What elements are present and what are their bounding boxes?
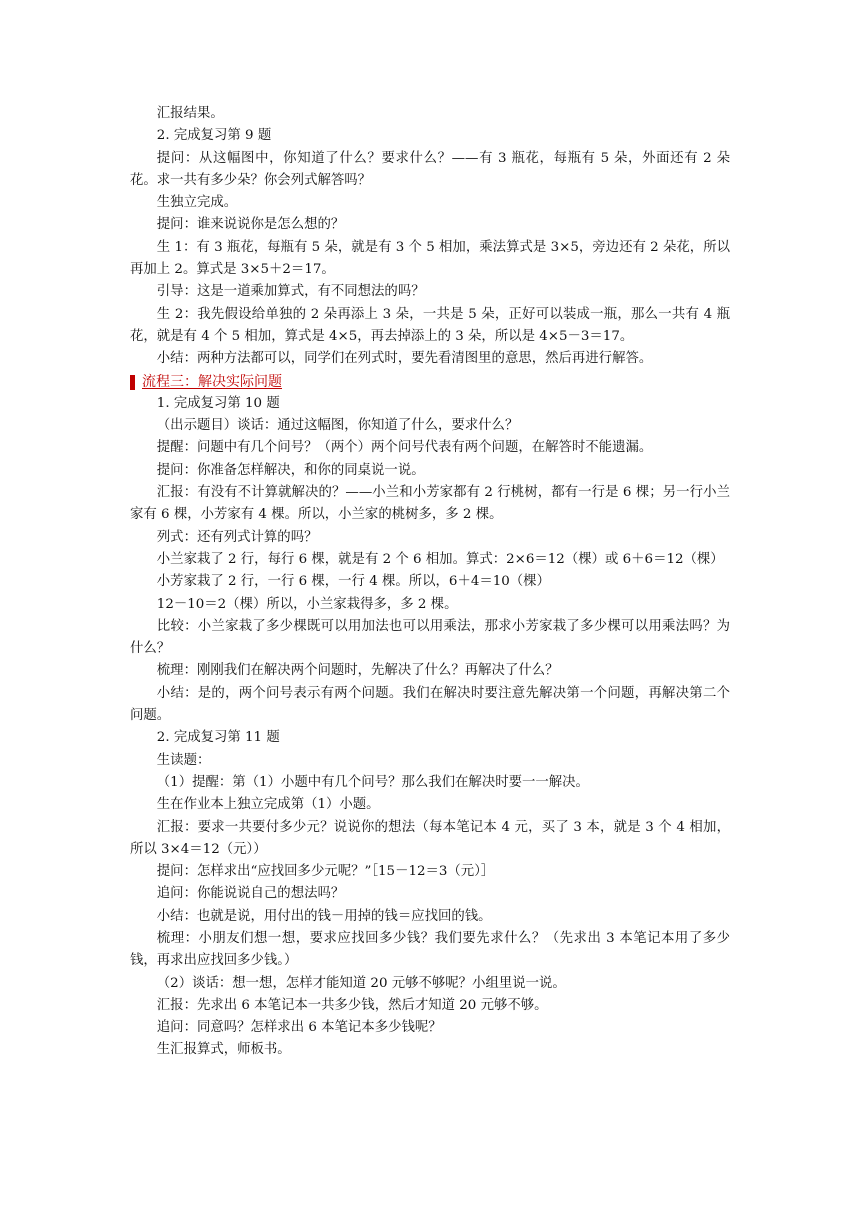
paragraph: 小结：是的，两个问号表示有两个问题。我们在解决时要注意先解决第一个问题，再解决第二个问题。 [130, 685, 730, 724]
paragraph: 1. 完成复习第 10 题 [156, 395, 280, 411]
paragraph: 提问：怎样求出“应找回多少元呢？”［15－12＝3（元）］ [156, 864, 495, 880]
paragraph: （出示题目）谈话：通过这幅图，你知道了什么，要求什么？ [156, 418, 519, 434]
paragraph: 比较：小兰家栽了多少棵既可以用加法也可以用乘法，那求小芳家栽了多少棵可以用乘法吗？为什么？ [130, 618, 730, 657]
paragraph: （2）谈话：想一想，怎样才能知道 20 元够不够呢？小组里说一说。 [156, 975, 566, 991]
paragraph: 列式：还有列式计算的吗？ [156, 529, 318, 545]
paragraph: 梳理：小朋友们想一想，要求应找回多少钱？我们要先求什么？（先求出 3 本笔记本用了多少钱，再求出应找回多少钱。） [130, 930, 730, 969]
paragraph: 提问：从这幅图中，你知道了什么？要求什么？——有 3 瓶花，每瓶有 5 朵，外面还有 2 朵花。求一共有多少朵？你会列式解答吗？ [130, 150, 730, 188]
section-heading [130, 371, 730, 393]
paragraph: 追问：同意吗？怎样求出 6 本笔记本多少钱呢？ [156, 1020, 442, 1036]
paragraph: 小结：两种方法都可以，同学们在列式时，要先看清图里的意思，然后再进行解答。 [156, 351, 653, 367]
paragraph: 汇报结果。 [156, 106, 224, 121]
paragraph: 2. 完成复习第 11 题 [156, 730, 280, 746]
paragraph: 12－10＝2（棵）所以，小兰家栽得多，多 2 棵。 [156, 596, 458, 612]
paragraph: 汇报：先求出 6 本笔记本一共多少钱，然后才知道 20 元够不够。 [156, 997, 548, 1013]
paragraph: 小结：也就是说，用付出的钱－用掉的钱＝应找回的钱。 [156, 908, 492, 924]
paragraph: 生在作业本上独立完成第（1）小题。 [156, 797, 380, 813]
heading-marker-bar [130, 375, 135, 390]
paragraph: 提醒：问题中有几个问号？（两个）两个问号代表有两个问题，在解答时不能遗漏。 [156, 440, 653, 456]
paragraph: 追问：你能说说自己的想法吗？ [156, 886, 345, 902]
section-heading-text: 流程三：解决实际问题 [142, 373, 282, 390]
paragraph: 生独立完成。 [156, 195, 238, 211]
paragraph: 引导：这是一道乘加算式，有不同想法的吗？ [156, 284, 425, 300]
paragraph: 汇报：要求一共要付多少元？说说你的想法（每本笔记本 4 元，买了 3 本，就是 3 个 4 相加，所以 3×4＝12（元）） [130, 819, 730, 857]
paragraph: 生 1：有 3 瓶花，每瓶有 5 朵，就是有 3 个 5 相加，乘法算式是 3×5，旁边还有 2 朵花，所以再加上 2。算式是 3×5＋2＝17。 [130, 239, 730, 278]
paragraph: 生汇报算式，师板书。 [156, 1042, 291, 1058]
document-body [130, 103, 730, 1062]
paragraph: 小芳家栽了 2 行，一行 6 棵，一行 4 棵。所以，6＋4＝10（棵） [156, 574, 550, 590]
paragraph: 提问：你准备怎样解决，和你的同桌说一说。 [156, 462, 425, 478]
paragraph: 小兰家栽了 2 行，每行 6 棵，就是有 2 个 6 相加。算式：2×6＝12（棵）或 6＋6＝12（棵） [156, 551, 724, 567]
paragraph: 汇报：有没有不计算就解决的？——小兰和小芳家都有 2 行桃树，都有一行是 6 棵；另一行小兰家有 6 棵，小芳家有 4 棵。所以，小兰家的桃树多，多 2 棵。 [130, 485, 730, 523]
paragraph: 生读题： [156, 752, 211, 768]
paragraph: 提问：谁来说说你是怎么想的？ [156, 217, 345, 233]
paragraph: 梳理：刚刚我们在解决两个问题时，先解决了什么？再解决了什么？ [156, 663, 559, 679]
paragraph: 生 2：我先假设给单独的 2 朵再添上 3 朵，一共是 5 朵，正好可以装成一瓶，那么一共有 4 瓶花，就是有 4 个 5 相加，算式是 4×5，再去掉添上的 3 朵，所以是 4×5－3＝17。 [130, 306, 730, 344]
paragraph: 2. 完成复习第 9 题 [156, 128, 272, 144]
paragraph: （1）提醒：第（1）小题中有几个问号？那么我们在解决时要一一解决。 [156, 774, 589, 790]
